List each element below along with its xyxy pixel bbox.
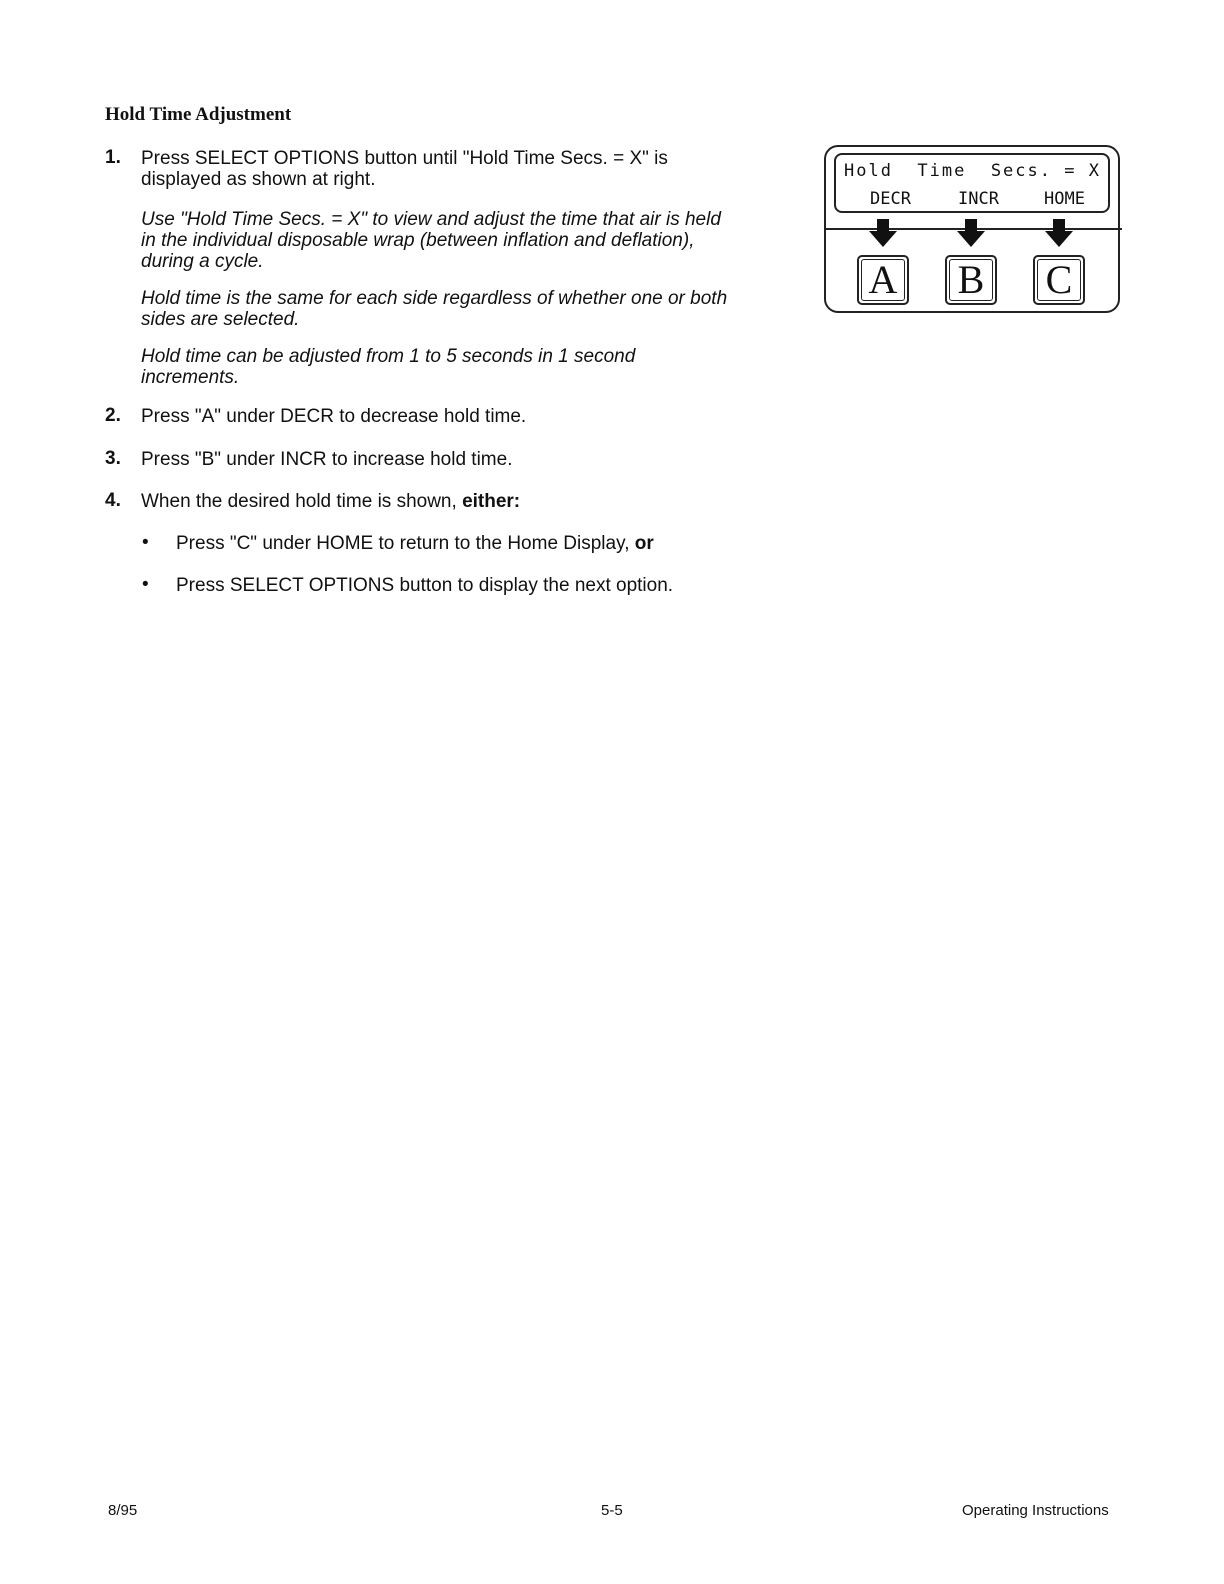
footer-section: Operating Instructions [962, 1502, 1109, 1519]
note-hold-time-same: Hold time is the same for each side regardless of whether one or both sides are selected. [141, 288, 728, 330]
arrow-down-icon [869, 219, 897, 247]
step-2-number: 2. [105, 405, 121, 426]
arrow-down-icon [1045, 219, 1073, 247]
softkey-label-home: HOME [1044, 189, 1085, 209]
step-3-text: Press "B" under INCR to increase hold time. [141, 449, 513, 470]
note-hold-time-usage: Use "Hold Time Secs. = X" to view and adjust the time that air is held in the individual disposable wrap (between inflation and deflation), during a cycle. [141, 209, 721, 272]
softkey-label-decr: DECR [870, 189, 911, 209]
step-1-number: 1. [105, 147, 121, 168]
key-a-button[interactable]: A [857, 255, 909, 305]
lcd-display [834, 153, 1110, 213]
step-3-number: 3. [105, 448, 121, 469]
arrow-row [826, 217, 1122, 253]
key-b-button[interactable]: B [945, 255, 997, 305]
footer-date: 8/95 [108, 1502, 138, 1519]
bullet-return-home [176, 533, 654, 554]
step-4-number: 4. [105, 490, 121, 511]
footer-page-number: 5-5 [601, 1502, 623, 1519]
bullet-return-home-bold: or [634, 533, 654, 554]
softkey-label-incr: INCR [958, 189, 999, 209]
step-4-text [141, 491, 741, 512]
arrow-down-icon [957, 219, 985, 247]
step-4-text-bold: either: [462, 491, 521, 512]
control-panel-diagram [824, 145, 1120, 313]
step-4-text-main: When the desired hold time is shown, [141, 491, 463, 512]
page-title: Hold Time Adjustment [105, 104, 292, 125]
key-c-button[interactable]: C [1033, 255, 1085, 305]
note-hold-time-range: Hold time can be adjusted from 1 to 5 seconds in 1 second increments. [141, 346, 636, 388]
bullet-next-option: Press SELECT OPTIONS button to display the next option. [176, 575, 674, 596]
lcd-line-1: Hold Time Secs. = X [844, 161, 1101, 181]
bullet-return-home-text: Press "C" under HOME to return to the Home Display, [176, 533, 635, 554]
step-2-text: Press "A" under DECR to decrease hold time. [141, 406, 527, 427]
bullet-dot: • [142, 532, 149, 553]
bullet-dot: • [142, 574, 149, 595]
step-1-text: Press SELECT OPTIONS button until "Hold Time Secs. = X" is displayed as shown at right. [141, 148, 668, 190]
